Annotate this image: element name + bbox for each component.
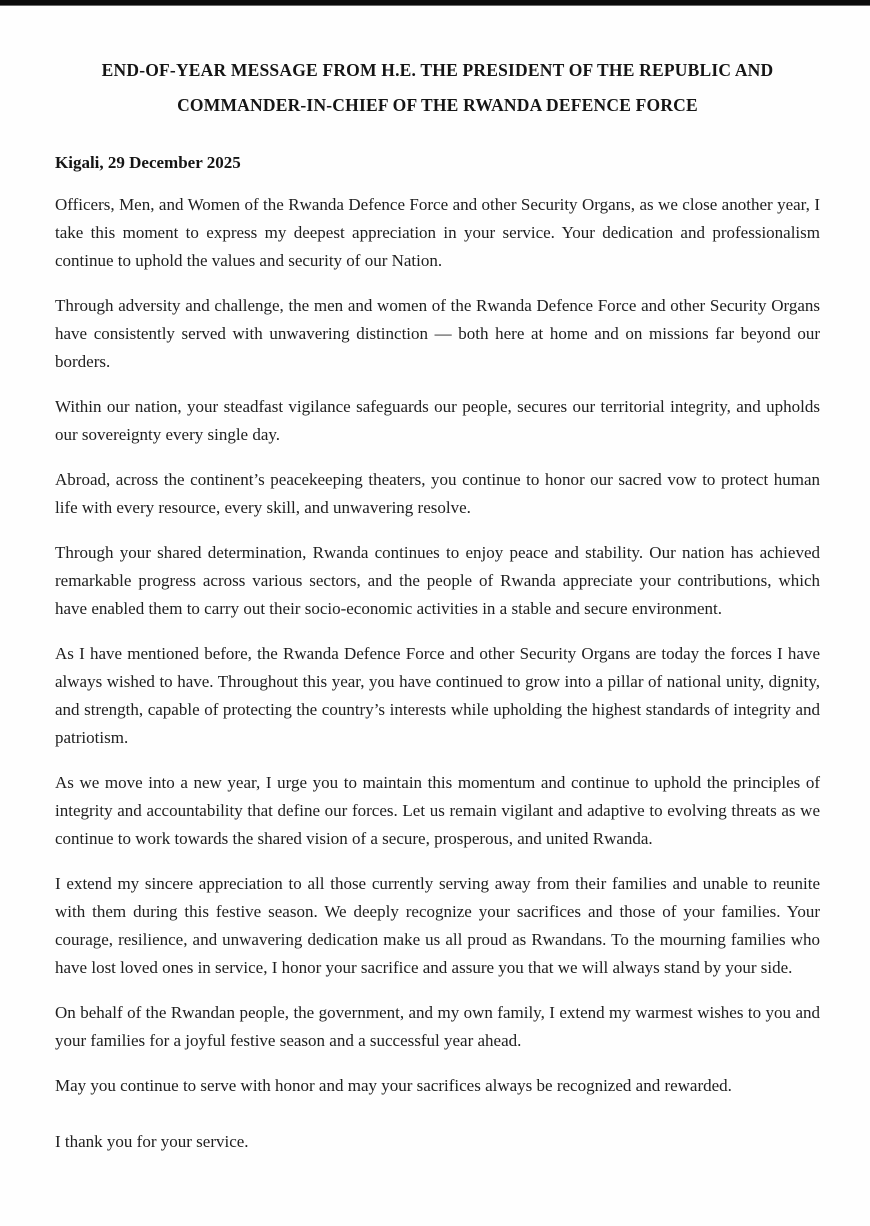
closing-line: I thank you for your service. <box>55 1132 249 1151</box>
document-page <box>0 53 870 1156</box>
paragraph-vigilance: Within our nation, your steadfast vigilance safeguards our people, secures our territorial integrity, and upholds our sovereignty every single day. <box>55 397 820 444</box>
document-title-line-2: COMMANDER-IN-CHIEF OF THE RWANDA DEFENCE FORCE <box>177 95 698 115</box>
document-title-line-1: END-OF-YEAR MESSAGE FROM H.E. THE PRESIDENT OF THE REPUBLIC AND <box>101 60 774 80</box>
paragraph-families: I extend my sincere appreciation to all those currently serving away from their families and unable to reunite with them during this festive season. We deeply recognize your sacrifices and those of your families. Your courage, resilience, and unwavering dedication make us all proud as Rwandans. To the mourning families who have lost loved ones in service, I honor your sacrifice and assure you that we will always stand by your side. <box>55 874 820 977</box>
paragraph-peacekeeping: Abroad, across the continent’s peacekeeping theaters, you continue to honor our sacred vow to protect human life with every resource, every skill, and unwavering resolve. <box>55 470 820 517</box>
message-body <box>55 191 820 1156</box>
paragraph-honor: May you continue to serve with honor and may your sacrifices always be recognized and rewarded. <box>55 1076 732 1095</box>
photo-top-edge-bar <box>0 0 870 6</box>
document-title <box>55 53 820 123</box>
paragraph-appreciation: Officers, Men, and Women of the Rwanda Defence Force and other Security Organs, as we close another year, I take this moment to express my deepest appreciation in your service. Your dedication and professionalism continue to uphold the values and security of our Nation. <box>55 195 820 270</box>
paragraph-new-year: As we move into a new year, I urge you to maintain this momentum and continue to uphold the principles of integrity and accountability that define our forces. Let us remain vigilant and adaptive to evolving threats as we continue to work towards the shared vision of a secure, prosperous, and united Rwanda. <box>55 773 820 848</box>
dateline: Kigali, 29 December 2025 <box>55 153 241 172</box>
paragraph-adversity: Through adversity and challenge, the men and women of the Rwanda Defence Force and other Security Organs have consistently served with unwavering distinction — both here at home and on missions far beyond our borders. <box>55 296 820 371</box>
paragraph-peace-stability: Through your shared determination, Rwanda continues to enjoy peace and stability. Our nation has achieved remarkable progress across various sectors, and the people of Rwanda appreciate your contributions, which have enabled them to carry out their socio-economic activities in a stable and secure environment. <box>55 543 820 618</box>
paragraph-forces-wished: As I have mentioned before, the Rwanda Defence Force and other Security Organs are today the forces I have always wished to have. Throughout this year, you have continued to grow into a pillar of national unity, dignity, and strength, capable of protecting the country’s interests while upholding the highest standards of integrity and patriotism. <box>55 644 820 747</box>
paragraph-warm-wishes: On behalf of the Rwandan people, the government, and my own family, I extend my warmest wishes to you and your families for a joyful festive season and a successful year ahead. <box>55 1003 820 1050</box>
